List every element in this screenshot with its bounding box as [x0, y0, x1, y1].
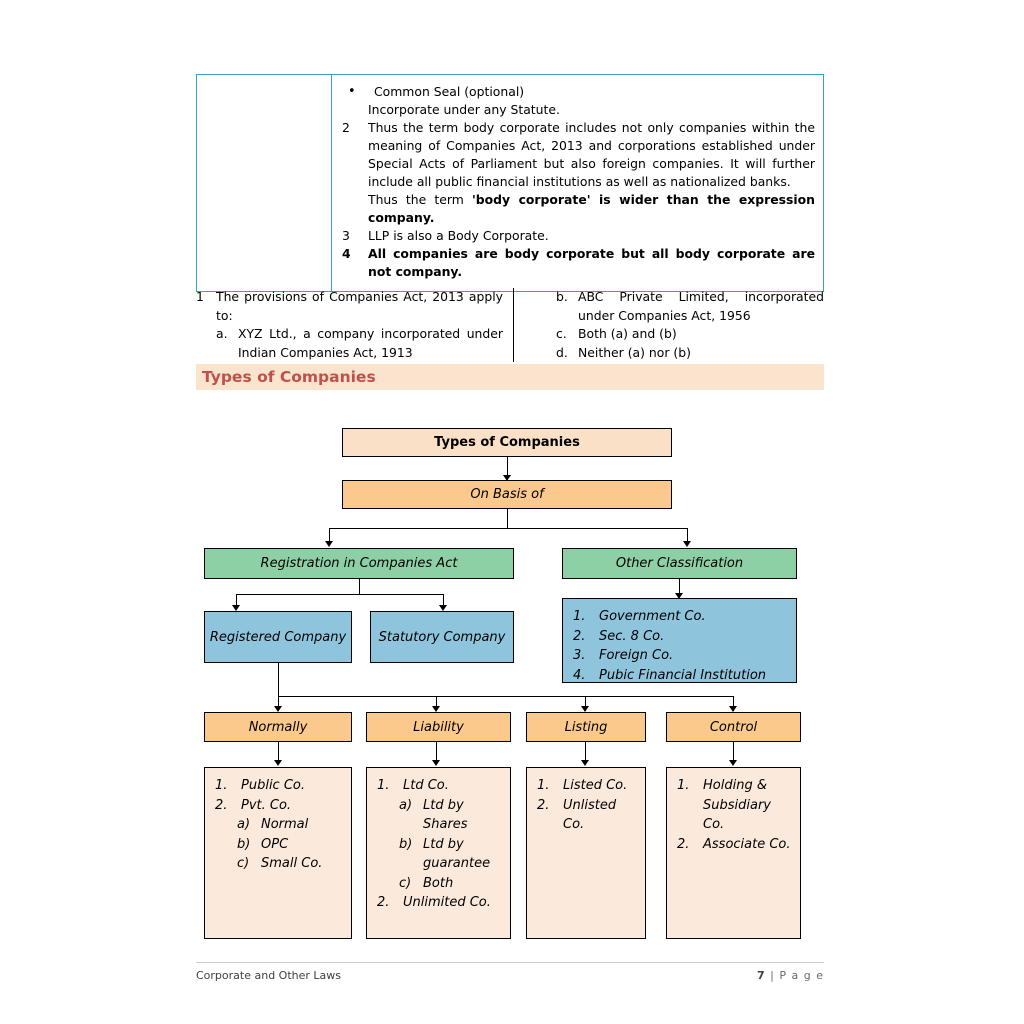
list-marker: c) [399, 875, 412, 891]
arrow-head [274, 760, 282, 766]
node-label: On Basis of [470, 487, 544, 502]
node-label: Normally [248, 719, 308, 735]
footer-page-indicator [757, 969, 824, 982]
list-liability [366, 767, 511, 939]
list-number: 3 [342, 228, 350, 243]
list-marker: a) [237, 817, 251, 832]
option-row [216, 325, 503, 362]
list-number: 2 [342, 120, 350, 135]
list-text: Government Co. [599, 609, 706, 624]
table-cell-text: LLP is also a Body Corporate. [368, 228, 549, 243]
table-row [342, 119, 815, 191]
node-label: Other Classification [615, 556, 744, 571]
list-item [377, 835, 504, 874]
section-heading-bar [196, 364, 824, 390]
connector-line [359, 579, 360, 595]
list-marker: b) [399, 836, 413, 852]
list-marker: 1. [677, 778, 690, 793]
list-marker: b) [237, 836, 251, 852]
list-text: Ltd by Shares [423, 797, 468, 832]
section-title: Types of Companies [202, 368, 376, 386]
footer-page-label: | P a g e [770, 969, 824, 982]
page-footer [196, 962, 824, 982]
option-label: a. [216, 326, 228, 341]
list-listing [526, 767, 646, 939]
question-text: The provisions of Companies Act, 2013 apply to: [216, 289, 503, 323]
list-text: Pvt. Co. [241, 797, 292, 813]
list-text: Small Co. [261, 856, 323, 871]
node-other-classification [562, 548, 797, 579]
node-label: Statutory Company [378, 629, 506, 645]
arrow-head [432, 760, 440, 766]
top-table [196, 74, 824, 292]
option-label: d. [556, 344, 568, 360]
node-label: Registered Company [209, 629, 347, 645]
node-registered-company [204, 611, 352, 663]
mcq-left-column [196, 288, 514, 362]
list-marker: 2. [215, 797, 228, 813]
bullet-marker: • [348, 84, 356, 99]
list-text: Public Co. [241, 778, 305, 793]
list-item [537, 776, 639, 796]
table-row [342, 83, 815, 101]
list-item [215, 776, 345, 796]
list-marker: 2. [677, 836, 690, 852]
mcq-block [196, 288, 824, 362]
list-item [377, 776, 504, 796]
option-row [556, 288, 824, 325]
list-text: Normal [261, 817, 309, 832]
types-of-companies-flowchart [196, 415, 824, 945]
node-basis-listing [526, 712, 646, 742]
node-basis-control [666, 712, 801, 742]
list-marker: 4. [573, 667, 586, 683]
list-text: Both [423, 875, 454, 891]
table-row [342, 101, 815, 119]
arrow-head [729, 760, 737, 766]
arrow-head [325, 541, 333, 547]
list-marker: c) [237, 856, 250, 871]
list-marker: a) [399, 797, 413, 813]
list-text: Unlisted Co. [563, 797, 617, 832]
list-item [573, 646, 790, 666]
question-row [196, 288, 503, 362]
connector-line [329, 528, 688, 529]
option-text: Both (a) and (b) [578, 326, 677, 341]
node-basis-normally [204, 712, 352, 742]
list-item [215, 835, 345, 855]
table-row [342, 191, 815, 227]
connector-line [507, 509, 508, 529]
list-text: Ltd by guarantee [423, 836, 491, 871]
table-row [342, 245, 815, 281]
list-normally [204, 767, 352, 939]
node-label: Liability [413, 719, 464, 735]
table-row [342, 227, 815, 245]
node-basis-liability [366, 712, 511, 742]
arrow-head [683, 541, 691, 547]
list-text: Pubic Financial Institution [599, 667, 767, 683]
list-marker: 1. [537, 778, 550, 793]
text-plain: Thus the term [368, 192, 472, 207]
list-marker: 2. [377, 895, 390, 910]
list-item [537, 796, 639, 835]
table-cell-text [368, 191, 815, 227]
node-label: Types of Companies [434, 435, 580, 450]
node-root [342, 428, 672, 457]
top-table-right-column [332, 75, 823, 291]
node-label: Listing [564, 719, 608, 735]
list-text: OPC [261, 836, 289, 852]
list-text: Associate Co. [703, 836, 791, 852]
table-cell-text: Incorporate under any Statute. [368, 102, 560, 117]
list-text: Sec. 8 Co. [599, 628, 665, 644]
mcq-right-column [514, 288, 824, 362]
node-registration-in-companies-act [204, 548, 514, 579]
node-statutory-company [370, 611, 514, 663]
list-marker: 1. [215, 778, 228, 793]
top-table-left-column [197, 75, 332, 291]
list-text: Listed Co. [563, 778, 628, 793]
list-marker: 2. [573, 628, 586, 644]
list-item [677, 776, 794, 835]
list-control [666, 767, 801, 939]
list-item [677, 835, 794, 855]
connector-line [236, 594, 444, 595]
list-number: 4 [342, 246, 351, 261]
footer-left-text: Corporate and Other Laws [196, 969, 342, 982]
list-other-classification [562, 598, 797, 683]
marker-empty [342, 101, 368, 119]
list-text: Holding & Subsidiary Co. [703, 778, 771, 832]
list-item [377, 796, 504, 835]
table-cell-text: All companies are body corporate but all body corporate are not company. [368, 246, 815, 279]
question-number: 1 [196, 289, 204, 304]
connector-line [278, 696, 734, 697]
node-label: Registration in Companies Act [260, 556, 458, 571]
list-text: Unlimited Co. [403, 895, 491, 910]
list-text: Ltd Co. [403, 778, 449, 793]
connector-line [278, 663, 279, 697]
list-marker: 3. [573, 648, 586, 663]
option-label: b. [556, 289, 568, 304]
option-text: ABC Private Limited, incorporated under Companies Act, 1956 [578, 289, 824, 323]
list-text: Foreign Co. [599, 648, 674, 663]
list-marker: 1. [377, 778, 390, 793]
list-item [377, 874, 504, 894]
option-row [556, 344, 824, 363]
list-item [377, 893, 504, 913]
marker-empty [342, 191, 368, 227]
table-cell-text: Common Seal (optional) [374, 84, 525, 99]
list-marker: 2. [537, 797, 550, 813]
node-label: Control [709, 719, 758, 735]
list-item [215, 796, 345, 816]
option-row [556, 325, 824, 344]
option-label: c. [556, 326, 567, 341]
option-text: XYZ Ltd., a company incorporated under Indian Companies Act, 1913 [238, 326, 503, 360]
arrow-head [581, 760, 589, 766]
list-item [573, 666, 790, 686]
option-text: Neither (a) nor (b) [578, 344, 691, 360]
list-item [215, 815, 345, 835]
text-bold: 'body corporate' is wider than the expression company. [368, 192, 815, 225]
list-item [573, 607, 790, 627]
list-item [215, 854, 345, 874]
table-cell-text: Thus the term body corporate includes not only companies within the meaning of Companies Act, 2013 and corporations established under Special Acts of Parliament but also foreign companies. It will further include all public financial institutions as well as nationalized banks. [368, 120, 815, 189]
question-body [216, 288, 503, 362]
list-item [573, 627, 790, 647]
footer-page-number: 7 [757, 969, 766, 982]
list-marker: 1. [573, 609, 586, 624]
node-on-basis-of [342, 480, 672, 509]
